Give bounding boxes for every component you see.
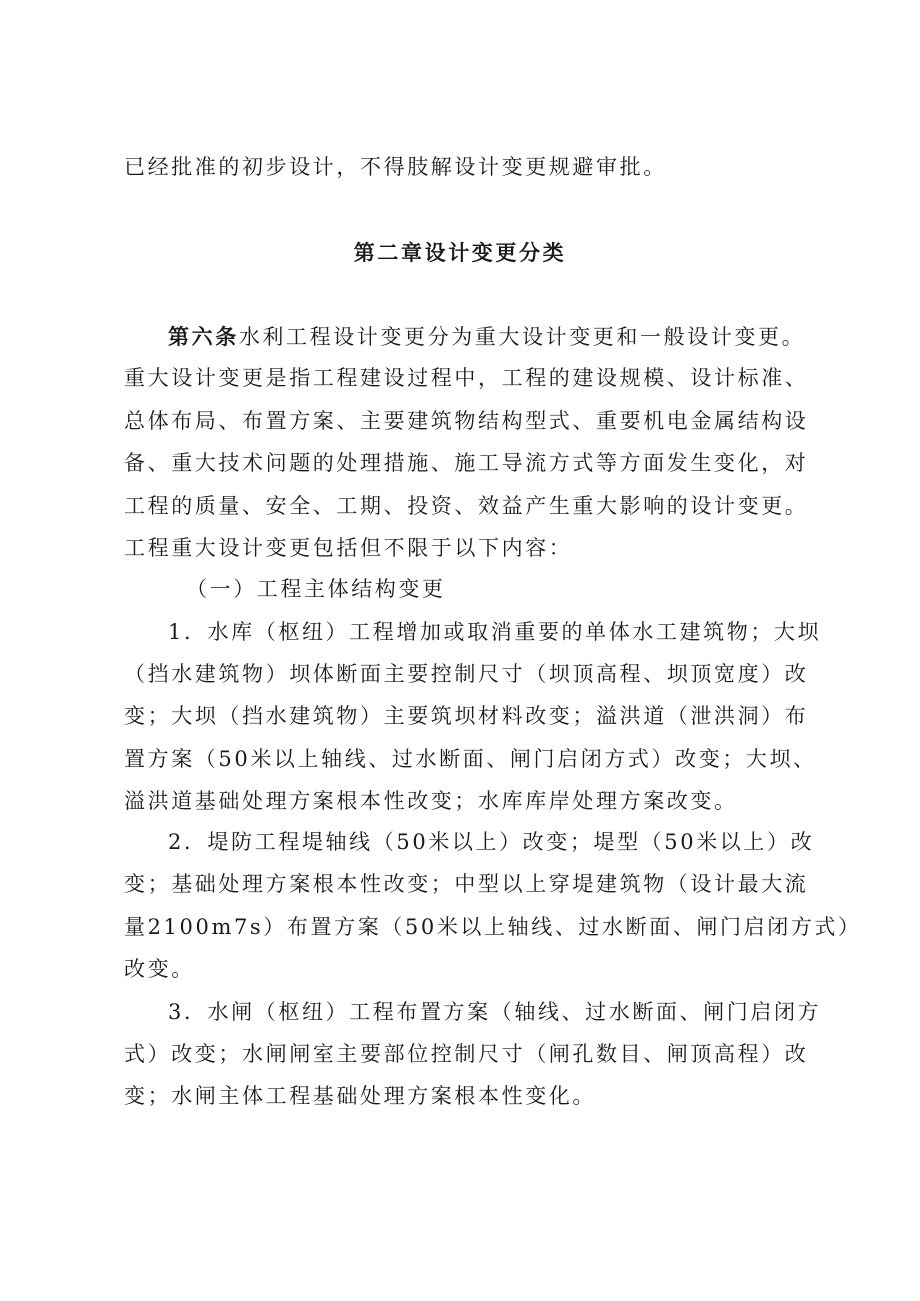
item-3-line: 式）改变；水闸闸室主要部位控制尺寸（闸孔数目、闸顶高程）改 bbox=[124, 1042, 809, 1066]
item-1-line: 溢洪道基础处理方案根本性改变；水库库岸处理方案改变。 bbox=[124, 789, 738, 813]
item-1-line: 变；大坝（挡水建筑物）主要筑坝材料改变；溢洪道（泄洪洞）布 bbox=[124, 704, 809, 728]
item-2-line: 量2100m7s）布置方案（50米以上轴线、过水断面、闸门启闭方式） bbox=[124, 915, 862, 939]
article-6-line: 工程重大设计变更包括但不限于以下内容： bbox=[124, 536, 573, 560]
article-6-line: 重大设计变更是指工程建设过程中，工程的建设规模、设计标准、 bbox=[124, 366, 809, 390]
carryover-line: 已经批准的初步设计，不得肢解设计变更规避审批。 bbox=[124, 155, 667, 179]
article-6-line: 工程的质量、安全、工期、投资、效益产生重大影响的设计变更。 bbox=[124, 494, 809, 518]
item-2-line: 变；基础处理方案根本性改变；中型以上穿堤建筑物（设计最大流 bbox=[124, 872, 809, 896]
item-1-line: 1．水库（枢纽）工程增加或取消重要的单体水工建筑物；大坝 bbox=[168, 620, 822, 644]
section-1-title: （一）工程主体结构变更 bbox=[186, 577, 446, 601]
item-2-line: 改变。 bbox=[124, 957, 195, 981]
article-6-line: 备、重大技术问题的处理措施、施工导流方式等方面发生变化，对 bbox=[124, 451, 809, 475]
item-1-line: （挡水建筑物）坝体断面主要控制尺寸（坝顶高程、坝顶宽度）改 bbox=[124, 662, 809, 686]
item-2-line: 2．堤防工程堤轴线（50米以上）改变；堤型（50米以上）改 bbox=[168, 830, 815, 854]
chapter-title: 第二章设计变更分类 bbox=[353, 240, 567, 265]
item-1-line: 置方案（50米以上轴线、过水断面、闸门启闭方式）改变；大坝、 bbox=[124, 747, 817, 771]
article-6-line: 第六条水利工程设计变更分为重大设计变更和一般设计变更。 bbox=[168, 324, 806, 349]
article-6-line: 总体布局、布置方案、主要建筑物结构型式、重要机电金属结构设 bbox=[124, 409, 809, 433]
item-3-line: 变；水闸主体工程基础处理方案根本性变化。 bbox=[124, 1084, 596, 1108]
article-6-label: 第六条 bbox=[168, 324, 239, 349]
item-3-line: 3．水闸（枢纽）工程布置方案（轴线、过水断面、闸门启闭方 bbox=[168, 1000, 822, 1024]
